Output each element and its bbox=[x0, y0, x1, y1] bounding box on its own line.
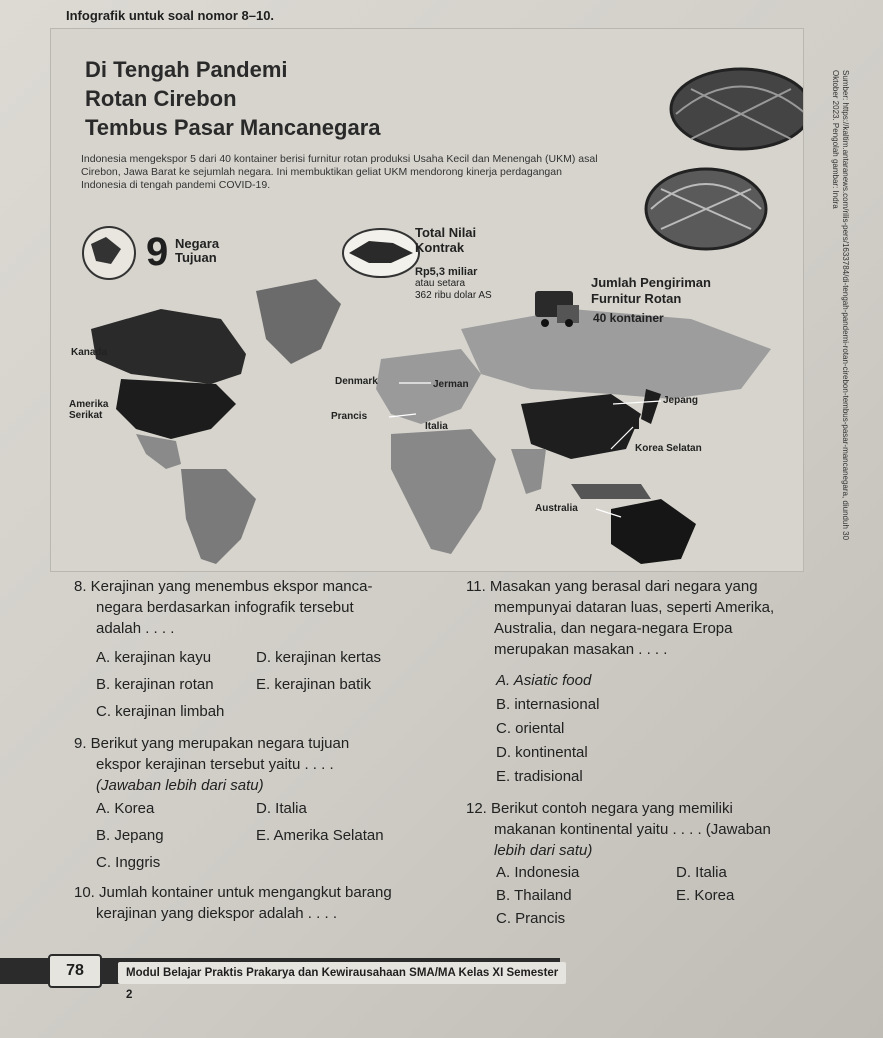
q9-line: (Jawaban lebih dari satu) bbox=[96, 777, 264, 794]
q8-line: adalah . . . . bbox=[96, 620, 175, 637]
q12-option-c[interactable]: C. Prancis bbox=[496, 910, 566, 927]
south-america-shape bbox=[181, 469, 256, 564]
infographic-intro: Indonesia mengekspor 5 dari 40 kontainer berisi furnitur rotan produksi Usaha Kecil dan Menengah (UKM) asal Cirebon, Jawa Barat ke sejumlah negara. Ini membuktikan geliat UKM mendorong kinerja perdagangan Indonesia di tengah pandemi COVID-19. bbox=[81, 153, 598, 191]
q11-line: mempunyai dataran luas, seperti Amerika, bbox=[494, 599, 775, 616]
greenland-shape bbox=[256, 279, 341, 364]
q12-line: lebih dari satu) bbox=[494, 842, 593, 859]
label-jepang: Jepang bbox=[663, 395, 699, 406]
q8-option-e[interactable]: E. kerajinan batik bbox=[256, 676, 372, 693]
q11-option-d[interactable]: D. kontinental bbox=[496, 744, 588, 761]
q8-option-a[interactable]: A. kerajinan kayu bbox=[96, 649, 212, 666]
q12-option-d[interactable]: D. Italia bbox=[676, 864, 727, 881]
question-11 bbox=[466, 576, 846, 660]
usa-shape bbox=[116, 379, 236, 439]
source-text: Sumber: https://kaltim.antaranews.com/rilis-pers/1633784/di-tengah-pandemi-rotan-cirebon-tembus-pasar-mancanegara, diunduh 30 Oktober 2023. Pengolah gambar: Indra bbox=[831, 70, 850, 541]
q9-option-a[interactable]: A. Korea bbox=[96, 800, 155, 817]
q12-option-a[interactable]: A. Indonesia bbox=[496, 864, 580, 881]
q8-option-d[interactable]: D. kerajinan kertas bbox=[256, 649, 382, 666]
q8-option-b[interactable]: B. kerajinan rotan bbox=[96, 676, 214, 693]
kontrak-alt-1: atau setara bbox=[415, 278, 466, 289]
q8-option-c[interactable]: C. kerajinan limbah bbox=[96, 703, 225, 720]
source-credit bbox=[790, 70, 850, 570]
q11-line: merupakan masakan . . . . bbox=[494, 641, 668, 658]
q11-line: 11. Masakan yang berasal dari negara yang bbox=[466, 578, 758, 595]
negara-count: 9 bbox=[146, 230, 169, 274]
question-9 bbox=[74, 733, 434, 796]
infographic bbox=[50, 28, 804, 572]
q11-option-a[interactable]: A. Asiatic food bbox=[496, 672, 592, 689]
q8-line: negara berdasarkan infografik tersebut bbox=[96, 599, 354, 616]
q8-line: 8. Kerajinan yang menembus ekspor manca- bbox=[74, 578, 373, 595]
kontrak-amount: Rp5,3 miliar bbox=[415, 266, 478, 278]
q9-line: 9. Berikut yang merupakan negara tujuan bbox=[74, 735, 350, 752]
mexico-shape bbox=[136, 434, 181, 469]
q11-option-b[interactable]: B. internasional bbox=[496, 696, 600, 713]
label-korea-selatan: Korea Selatan bbox=[635, 443, 702, 454]
title-line: Rotan Cirebon bbox=[85, 86, 237, 111]
pengiriman-title bbox=[591, 275, 711, 307]
question-8 bbox=[74, 576, 434, 639]
footer-title: Modul Belajar Praktis Prakarya dan Kewirausahaan SMA/MA Kelas XI Semester 2 bbox=[118, 962, 566, 984]
q11-option-e[interactable]: E. tradisional bbox=[496, 768, 583, 785]
q12-option-e[interactable]: E. Korea bbox=[676, 887, 735, 904]
kontrak-value bbox=[415, 266, 492, 302]
negara-label bbox=[175, 237, 219, 265]
q12-line: makanan kontinental yaitu . . . . (Jawaban bbox=[494, 821, 771, 838]
infographic-heading: Infografik untuk soal nomor 8–10. bbox=[66, 8, 275, 23]
q9-line: ekspor kerajinan tersebut yaitu . . . . bbox=[96, 756, 334, 773]
negara-label-1: Negara bbox=[175, 236, 220, 251]
india-shape bbox=[511, 449, 546, 494]
infographic-title bbox=[85, 55, 381, 142]
negara-label-2: Tujuan bbox=[175, 250, 217, 265]
indonesia-shape bbox=[571, 484, 651, 499]
kontrak-title-1: Total Nilai bbox=[415, 225, 477, 240]
page-number: 78 bbox=[48, 954, 102, 988]
q10-line: kerajinan yang diekspor adalah . . . . bbox=[96, 905, 337, 922]
question-10 bbox=[74, 882, 454, 924]
q9-option-e[interactable]: E. Amerika Selatan bbox=[256, 827, 384, 844]
korea-shape bbox=[631, 414, 639, 429]
pengiriman-title-1: Jumlah Pengiriman bbox=[591, 275, 711, 290]
kontrak-title-2: Kontrak bbox=[415, 240, 465, 255]
rattan-basket-illustration bbox=[671, 69, 803, 149]
pengiriman-title-2: Furnitur Rotan bbox=[591, 291, 682, 306]
q10-line: 10. Jumlah kontainer untuk mengangkut barang bbox=[74, 884, 392, 901]
q9-option-b[interactable]: B. Jepang bbox=[96, 827, 164, 844]
canada-shape bbox=[91, 309, 246, 384]
label-kanada: Kanada bbox=[71, 347, 108, 358]
label-australia: Australia bbox=[535, 503, 578, 514]
q11-option-c[interactable]: C. oriental bbox=[496, 720, 565, 737]
label-jerman: Jerman bbox=[433, 379, 469, 390]
australia-shape bbox=[611, 499, 696, 564]
kontrak-title bbox=[415, 225, 476, 255]
label-amerika-serikat: Amerika Serikat bbox=[69, 399, 109, 421]
africa-shape bbox=[391, 429, 496, 554]
pengiriman-value: 40 kontainer bbox=[593, 311, 664, 325]
q12-option-b[interactable]: B. Thailand bbox=[496, 887, 572, 904]
kontrak-alt-2: 362 ribu dolar AS bbox=[415, 290, 492, 301]
title-line: Di Tengah Pandemi bbox=[85, 57, 288, 82]
q11-line: Australia, dan negara-negara Eropa bbox=[494, 620, 733, 637]
question-12 bbox=[466, 798, 856, 861]
q9-option-d[interactable]: D. Italia bbox=[256, 800, 307, 817]
label-denmark: Denmark bbox=[335, 376, 378, 387]
title-line: Tembus Pasar Mancanegara bbox=[85, 115, 381, 140]
label-italia: Italia bbox=[425, 421, 448, 432]
q9-option-c[interactable]: C. Inggris bbox=[96, 854, 161, 871]
label-prancis: Prancis bbox=[331, 411, 368, 422]
q12-line: 12. Berikut contoh negara yang memiliki bbox=[466, 800, 733, 817]
